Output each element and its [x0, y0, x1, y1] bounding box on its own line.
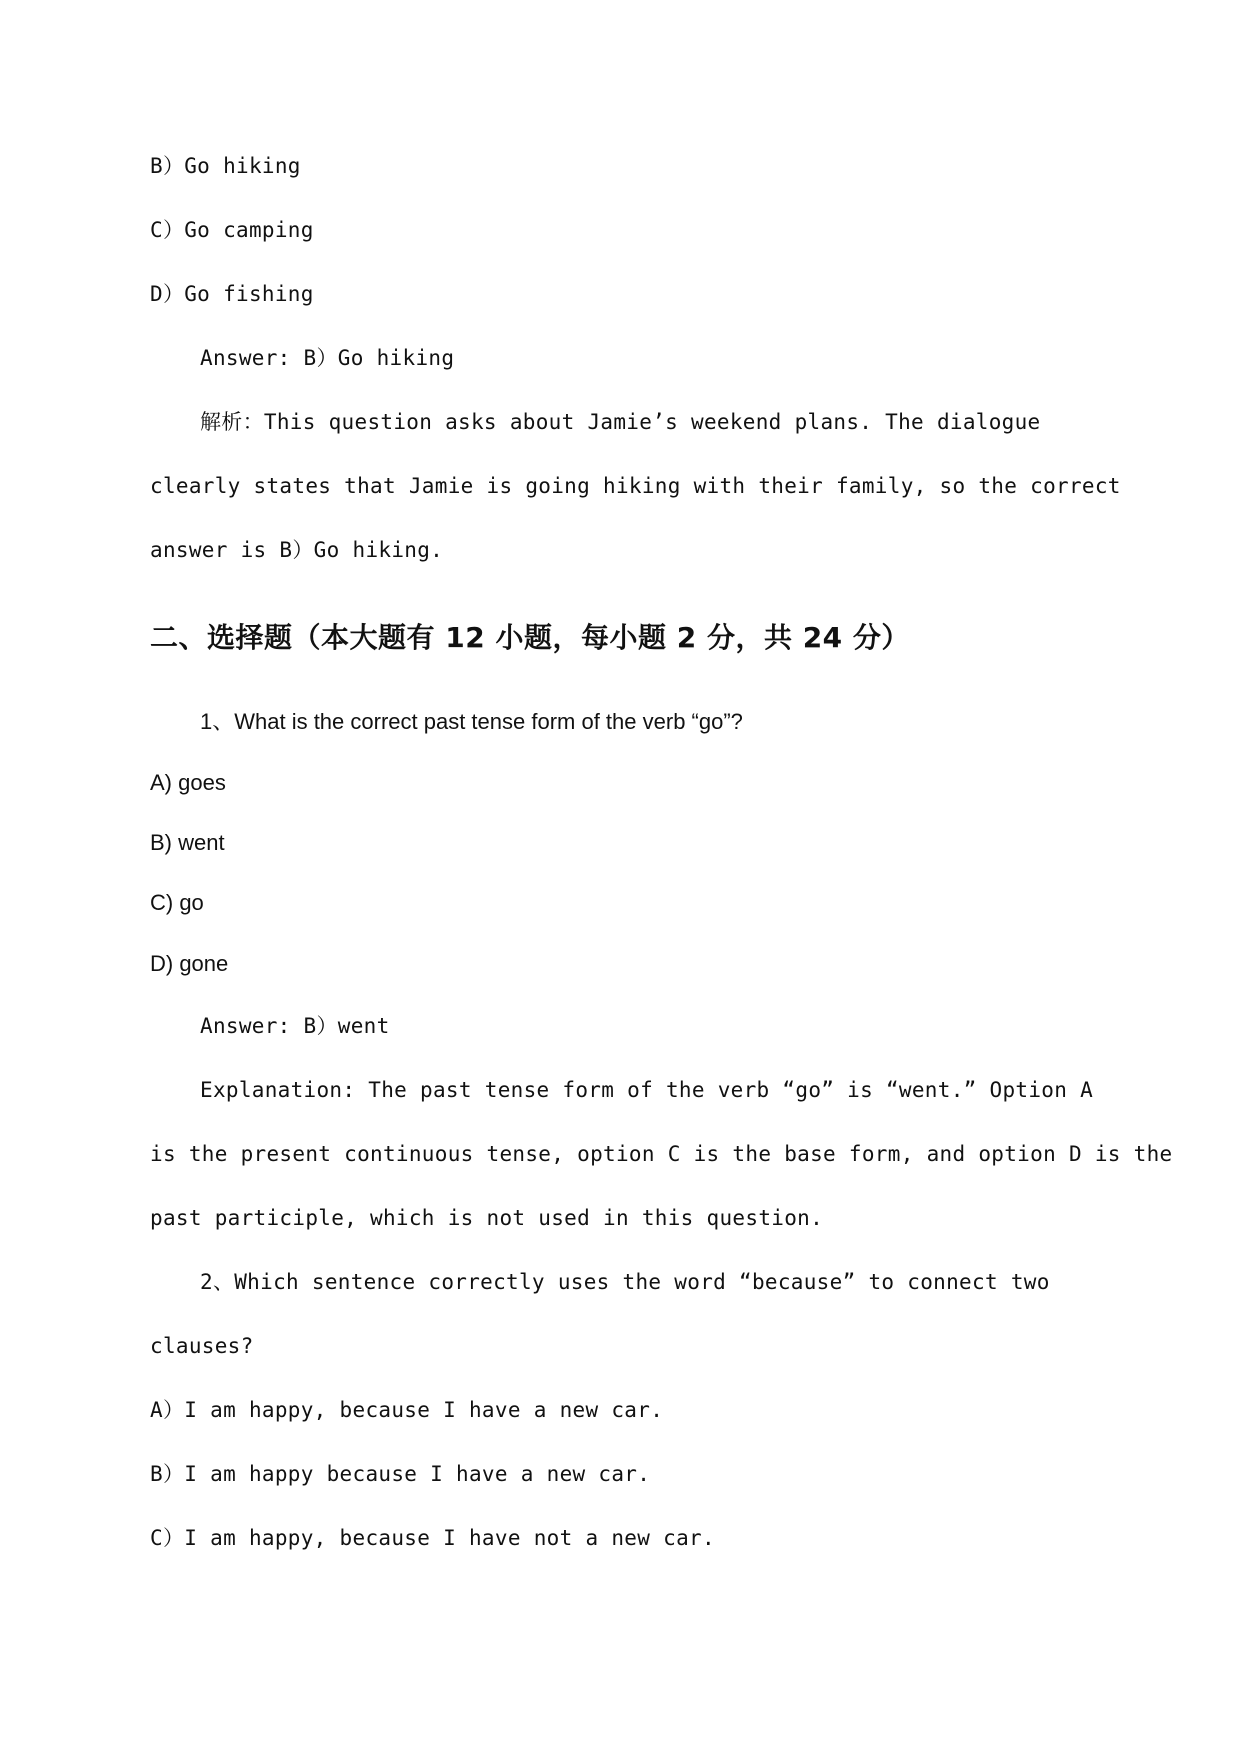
explanation-line-2: clearly states that Jamie is going hiking with their family, so the correct: [150, 474, 1121, 498]
q1-explanation-line-2: is the present continuous tense, option C is the base form, and option D is the: [150, 1142, 1173, 1166]
q2-stem-line-2: clauses?: [150, 1334, 254, 1358]
q1-explanation-line-1: Explanation: The past tense form of the verb “go” is “went.” Option A: [200, 1078, 1094, 1102]
option-b: B）Go hiking: [150, 154, 301, 178]
option-d: D）Go fishing: [150, 282, 314, 306]
q2-option-a: A）I am happy, because I have a new car.: [150, 1398, 664, 1422]
answer: Answer: B）Go hiking: [200, 346, 455, 370]
explanation-line-3: answer is B）Go hiking.: [150, 538, 444, 562]
option-c: C）Go camping: [150, 218, 314, 242]
q1-option-a: A) goes: [150, 770, 226, 795]
q2-option-b: B）I am happy because I have a new car.: [150, 1462, 651, 1486]
q1-option-c: C) go: [150, 890, 204, 915]
q1-option-d: D) gone: [150, 951, 229, 976]
q1-answer: Answer: B）went: [200, 1014, 390, 1038]
q1-explanation-line-3: past participle, which is not used in this question.: [150, 1206, 824, 1230]
q1-option-b: B) went: [150, 830, 225, 855]
q2-option-c: C）I am happy, because I have not a new car.: [150, 1526, 715, 1550]
explanation-line-1: 解析：This question asks about Jamie’s weekend plans. The dialogue: [200, 410, 1041, 434]
q2-stem-line-1: 2、Which sentence correctly uses the word “because” to connect two: [200, 1270, 1050, 1294]
q1-stem: 1、What is the correct past tense form of the verb “go”?: [200, 709, 743, 734]
section-heading: 二、选择题（本大题有 12 小题，每小题 2 分，共 24 分）: [150, 621, 910, 654]
